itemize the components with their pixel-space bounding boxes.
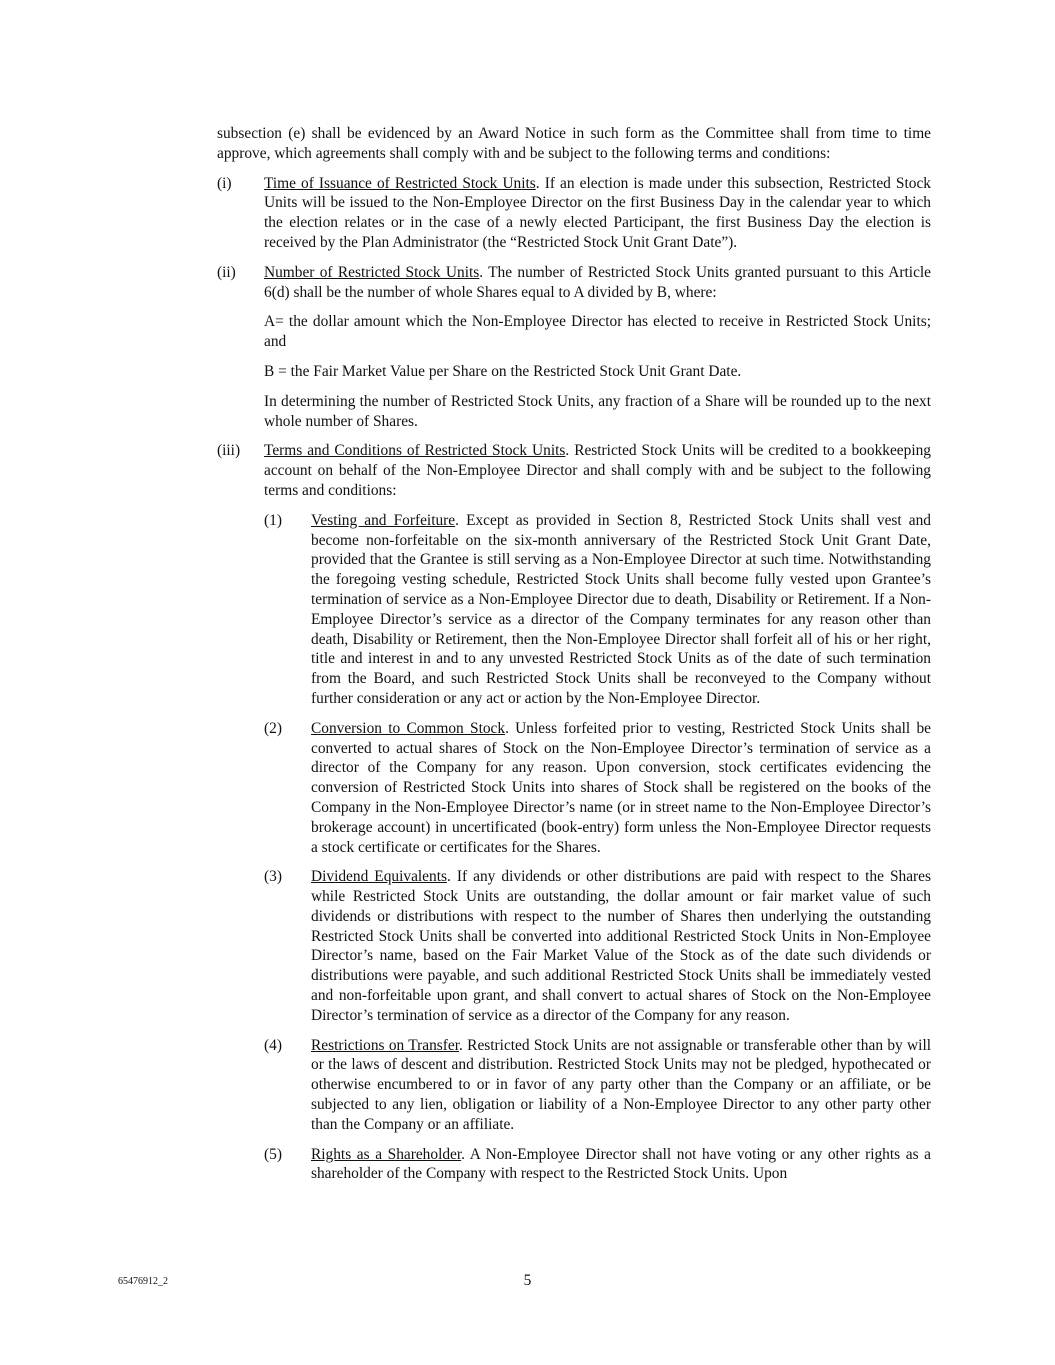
section-number: (iii) <box>217 442 241 460</box>
section-text: . The number of Restricted Stock Units granted pursuant to this Article 6(d) shall be the number of whole Shares equal to A divided by B, where: <box>264 263 932 301</box>
subitem-shareholder-rights <box>264 1145 931 1185</box>
section-i <box>217 174 931 253</box>
document-id: 65476912_2 <box>118 1276 168 1287</box>
subitem-text: . Unless forfeited prior to vesting, Restricted Stock Units shall be converted to actual shares of Stock on the Non-Employee Director’s termination of service as a director of the Company for any reason. Upon conversion, stock certificates evidencing the conversion of Restricted Stock Units into shares of Stock shall be registered on the books of the Company in the Non-Employee Director’s name (or in street name to the Non-Employee Director’s brokerage account) in uncertificated (book-entry) form unless the Non-Employee Director requests a stock certificate or certificates for the Shares. <box>311 719 931 856</box>
subitem-dividends <box>264 867 931 1025</box>
section-heading: Terms and Conditions of Restricted Stock Units <box>264 442 566 460</box>
subitem-heading: Conversion to Common Stock <box>311 719 506 737</box>
section-number: (i) <box>217 174 232 192</box>
subitem-text: . A Non-Employee Director shall not have voting or any other rights as a shareholder of the Company with respect to the Restricted Stock Units. Upon <box>311 1145 931 1183</box>
subitem-number: (3) <box>264 868 282 886</box>
subitem-heading: Rights as a Shareholder <box>311 1145 462 1163</box>
subitem-heading: Dividend Equivalents <box>311 868 447 886</box>
subitem-text: . Restricted Stock Units are not assignable or transferable other than by will or the laws of descent and distribution. Restricted Stock Units may not be pledged, hypothecated or otherwise encumbered to or in favor of any party other than the Company or an affiliate, or be subjected to any lien, obligation or liability of a Non-Employee Director to any other party other than the Company or an affiliate. <box>311 1036 931 1133</box>
formula-a-paragraph: A= the dollar amount which the Non-Employee Director has elected to receive in Restricted Stock Units; and <box>264 313 931 351</box>
intro-paragraph: subsection (e) shall be evidenced by an Award Notice in such form as the Committee shall from time to time approve, which agreements shall comply with and be subject to the following terms and conditions: <box>217 125 931 162</box>
subitem-text: . Except as provided in Section 8, Restricted Stock Units shall vest and become non-forfeitable on the six-month anniversary of the Restricted Stock Unit Grant Date, provided that the Grantee is still serving as a Non-Employee Director at such time. Notwithstanding the foregoing vesting schedule, Restricted Stock Units shall become fully vested upon Grantee’s termination of service as a Non-Employee Director due to death, Disability or Retirement. If a Non-Employee Director’s service as a director of the Company terminates for any reason other than death, Disability or Retirement, then the Non-Employee Director shall forfeit all of his or her right, title and interest in and to any unvested Restricted Stock Units as of the date of such termination from the Board, and such Restricted Stock Units shall be reconveyed to the Company without further consideration or any act or action by the Non-Employee Director. <box>311 511 931 707</box>
subitem-vesting <box>264 511 931 709</box>
section-iii <box>217 441 931 500</box>
subitem-transfer-restrictions <box>264 1036 931 1135</box>
page-number: 5 <box>523 1272 532 1289</box>
section-heading: Number of Restricted Stock Units <box>264 263 480 281</box>
subitem-heading: Restrictions on Transfer <box>311 1036 460 1054</box>
section-text: . If an election is made under this subsection, Restricted Stock Units will be issued to the Non-Employee Director on the first Business Day in the calendar year to which the election relates or in the case of a newly elected Participant, the first Business Day the election is received by the Plan Administrator (the “Restricted Stock Unit Grant Date”). <box>264 174 931 251</box>
subitem-number: (4) <box>264 1036 282 1054</box>
subitem-number: (5) <box>264 1145 282 1163</box>
section-ii <box>217 263 931 303</box>
rounding-paragraph: In determining the number of Restricted Stock Units, any fraction of a Share will be rounded up to the next whole number of Shares. <box>264 392 931 430</box>
formula-b-paragraph: B = the Fair Market Value per Share on the Restricted Stock Unit Grant Date. <box>264 362 742 380</box>
subitem-number: (2) <box>264 719 282 737</box>
section-heading: Time of Issuance of Restricted Stock Units <box>264 174 536 192</box>
subitem-conversion <box>264 719 931 858</box>
document-body <box>217 124 931 1194</box>
section-number: (ii) <box>217 263 236 281</box>
subitem-heading: Vesting and Forfeiture <box>311 511 456 529</box>
subitem-number: (1) <box>264 511 282 529</box>
section-text: . Restricted Stock Units will be credited to a bookkeeping account on behalf of the Non-Employee Director and shall comply with and be subject to the following terms and conditions: <box>264 442 931 499</box>
subitem-text: . If any dividends or other distributions are paid with respect to the Shares while Restricted Stock Units are outstanding, the dollar amount or fair market value of such dividends or distributions with respect to the number of Shares then underlying the outstanding Restricted Stock Units shall be converted into additional Restricted Stock Units in Non-Employee Director’s name, based on the Fair Market Value of the Stock as of the date such dividends or distributions were payable, and such additional Restricted Stock Units shall be immediately vested and non-forfeitable upon grant, and shall convert to actual shares of Stock on the Non-Employee Director’s termination of service as a director of the Company for any reason. <box>311 868 932 1024</box>
